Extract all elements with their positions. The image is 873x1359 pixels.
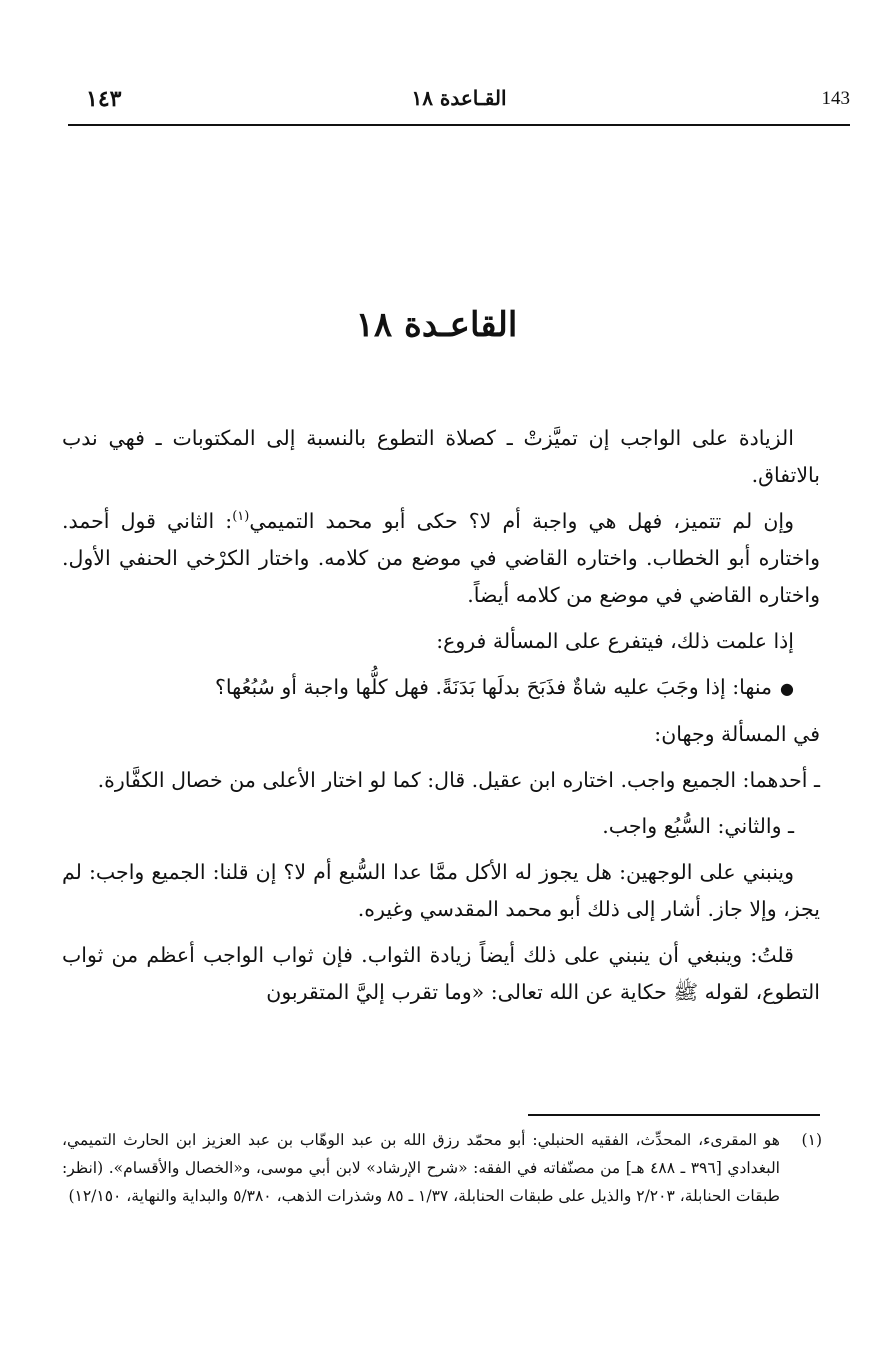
running-title: القـاعدة ١٨ bbox=[411, 86, 507, 110]
paragraph: إذا علمت ذلك، فيتفرع على المسألة فروع: bbox=[436, 629, 794, 653]
footnote-number: (١) bbox=[801, 1131, 822, 1149]
body-text bbox=[62, 420, 820, 1020]
chapter-title: القاعـدة ١٨ bbox=[355, 305, 518, 345]
paragraph: ـ أحدهما: الجميع واجب. اختاره ابن عقيل. قال: كما لو اختار الأعلى من خصال الكفَّارة. bbox=[97, 768, 820, 792]
paragraph bbox=[62, 503, 820, 614]
page-number-latin: 143 bbox=[821, 88, 850, 109]
footnote-rule bbox=[528, 1114, 820, 1116]
paragraph: ـ والثاني: السُّبُع واجب. bbox=[602, 814, 794, 838]
running-header bbox=[68, 84, 850, 124]
paragraph: قلتُ: وينبغي أن ينبني على ذلك أيضاً زيادة الثواب. فإن ثواب الواجب أعظم من ثواب التطوع، لقوله ﷺ حكاية عن الله تعالى: «وما تقرب إليَّ المتقربون bbox=[62, 943, 820, 1004]
paragraph-text: منها: إذا وجَبَ عليه شاةٌ فذَبَحَ بدلَها بَدَنَةً. فهل كلُّها واجبة أو سُبُعُها؟ bbox=[215, 675, 773, 699]
paragraph: وينبني على الوجهين: هل يجوز له الأكل ممَّا عدا السُّبع أم لا؟ إن قلنا: الجميع واجب: لم يجز، وإلا جاز. أشار إلى ذلك أبو محمد المقدسي وغيره. bbox=[62, 860, 820, 921]
paragraph: في المسألة وجهان: bbox=[654, 722, 820, 746]
footnote bbox=[62, 1126, 822, 1210]
header-rule bbox=[68, 124, 850, 126]
paragraph: الزيادة على الواجب إن تميَّزتْ ـ كصلاة التطوع بالنسبة إلى المكتوبات ـ فهي ندب بالاتفاق. bbox=[62, 426, 820, 487]
footnote-text: هو المقرىء، المحدِّث، الفقيه الحنبلي: أبو محمّد رزق الله بن عبد الوهّاب بن عبد العزيز ابن الحارث التميمي، البغدادي [٣٩٦ ـ ٤٨٨ هـ] من مصنّفاته في الفقه: «شرح الإرشاد» لابن أبي موسى، و«الخصال والأقسام». (انظر: طبقات الحنابلة، ٢/٢٠٣ والذيل على طبقات الحنابلة، ١/٣٧ ـ ٨٥ وشذرات الذهب، ٥/٣٨٠ والبداية والنهاية، ١٢/١٥٠) bbox=[62, 1131, 780, 1205]
page-number-arabic: ١٤٣ bbox=[86, 86, 122, 112]
footnote-reference: (١) bbox=[232, 509, 250, 525]
paragraph-text: وإن لم تتميز، فهل هي واجبة أم لا؟ حكى أبو محمد التميمي bbox=[249, 509, 794, 533]
bullet-paragraph bbox=[62, 669, 820, 707]
paragraph-text: : الثاني قول أحمد. واختاره أبو الخطاب. واختاره القاضي في موضع من كلامه. واختار الكرْخي الحنفي الأول. واختاره القاضي في موضع من كلامه أيضاً. bbox=[62, 509, 820, 607]
